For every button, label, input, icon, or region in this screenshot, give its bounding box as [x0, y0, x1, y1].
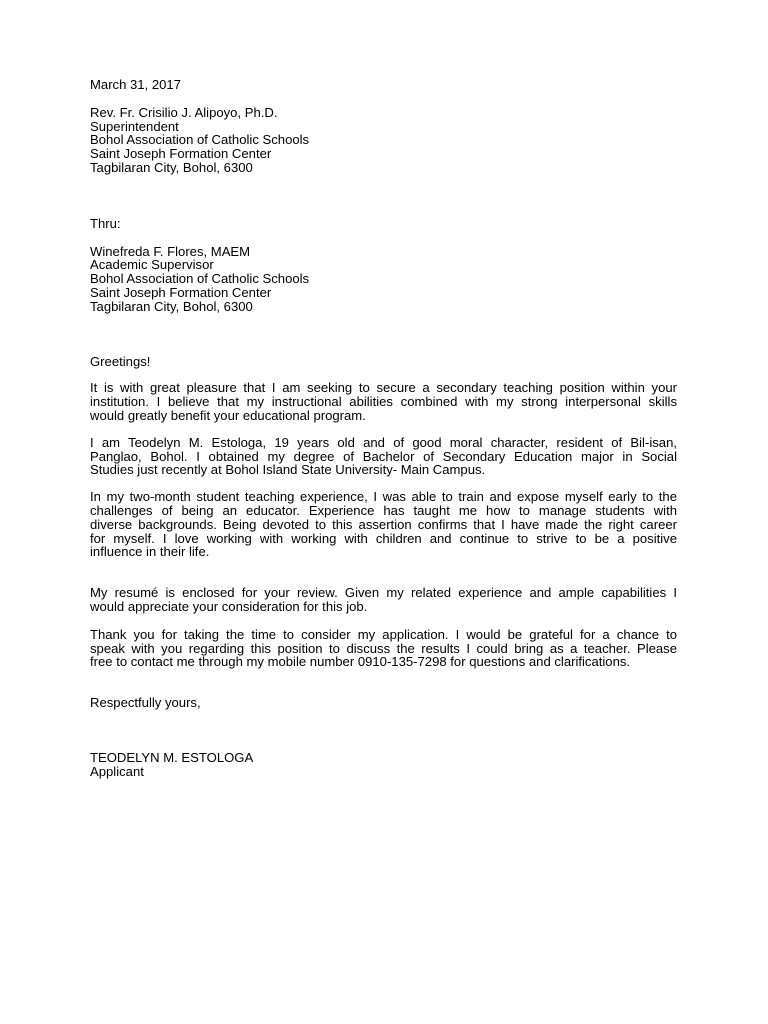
letter-date [90, 78, 677, 92]
greeting-text: Greetings! [90, 353, 151, 369]
recipient-title: Superintendent [90, 118, 179, 134]
paragraph-line: I am Teodelyn M. Estologa, 19 years old and of good moral character, resident of Bil-isan, [90, 434, 677, 450]
thru-center: Saint Joseph Formation Center [90, 284, 272, 300]
body-paragraph-experience [90, 490, 677, 559]
closing-text: Respectfully yours, [90, 695, 201, 711]
date-text: March 31, 2017 [90, 77, 181, 92]
body-paragraph-background [90, 436, 677, 477]
paragraph-line: diverse backgrounds. Being devoted to this assertion confirms that I have made the right career [90, 516, 677, 532]
recipient-organization: Bohol Association of Catholic Schools [90, 132, 310, 148]
paragraph-line: free to contact me through my mobile number 0910-135-7298 for questions and clarifications. [90, 654, 631, 670]
recipient-address [90, 106, 677, 175]
signature-name: TEODELYN M. ESTOLOGA [90, 749, 254, 765]
paragraph-line: Panglao, Bohol. I obtained my degree of Bachelor of Secondary Education major in Social [90, 448, 677, 464]
signature-title: Applicant [90, 763, 144, 779]
thru-label [90, 217, 677, 231]
recipient-center: Saint Joseph Formation Center [90, 146, 272, 162]
paragraph-line: Thank you for taking the time to consider my application. I would be grateful for a chance to [90, 626, 677, 642]
recipient-name: Rev. Fr. Crisilio J. Alipoyo, Ph.D. [90, 104, 278, 120]
body-paragraph-intro [90, 381, 677, 422]
paragraph-line: institution. I believe that my instructional abilities combined with my strong interpersonal skills [90, 394, 677, 410]
letter-page [90, 78, 677, 779]
thru-label-text: Thru: [90, 215, 121, 231]
thru-organization: Bohol Association of Catholic Schools [90, 271, 310, 287]
paragraph-line: challenges of being an educator. Experience has taught me how to manage students with [90, 502, 677, 518]
paragraph-line: would greatly benefit your educational program. [90, 407, 366, 423]
paragraph-line: It is with great pleasure that I am seeking to secure a secondary teaching position within your [90, 380, 677, 396]
thru-title: Academic Supervisor [90, 257, 214, 273]
paragraph-line: for myself. I love working with working with children and continue to strive to be a positive [90, 530, 677, 546]
letter-greeting [90, 355, 677, 369]
body-paragraph-thanks [90, 628, 677, 669]
paragraph-line: would appreciate your consideration for this job. [90, 598, 368, 614]
paragraph-line: speak with you regarding this position to discuss the results I could bring as a teacher. Please [90, 640, 677, 656]
letter-closing [90, 696, 677, 710]
thru-address [90, 245, 677, 314]
thru-name: Winefreda F. Flores, MAEM [90, 243, 251, 259]
paragraph-line: influence in their life. [90, 544, 210, 560]
recipient-city: Tagbilaran City, Bohol, 6300 [90, 159, 253, 175]
body-paragraph-resume [90, 586, 677, 614]
paragraph-line: Studies just recently at Bohol Island State University- Main Campus. [90, 462, 486, 478]
thru-city: Tagbilaran City, Bohol, 6300 [90, 298, 253, 314]
paragraph-line: My resumé is enclosed for your review. Given my related experience and ample capabilities I [90, 585, 677, 601]
paragraph-line: In my two-month student teaching experience, I was able to train and expose myself early to the [90, 489, 677, 505]
signature-block [90, 751, 677, 779]
